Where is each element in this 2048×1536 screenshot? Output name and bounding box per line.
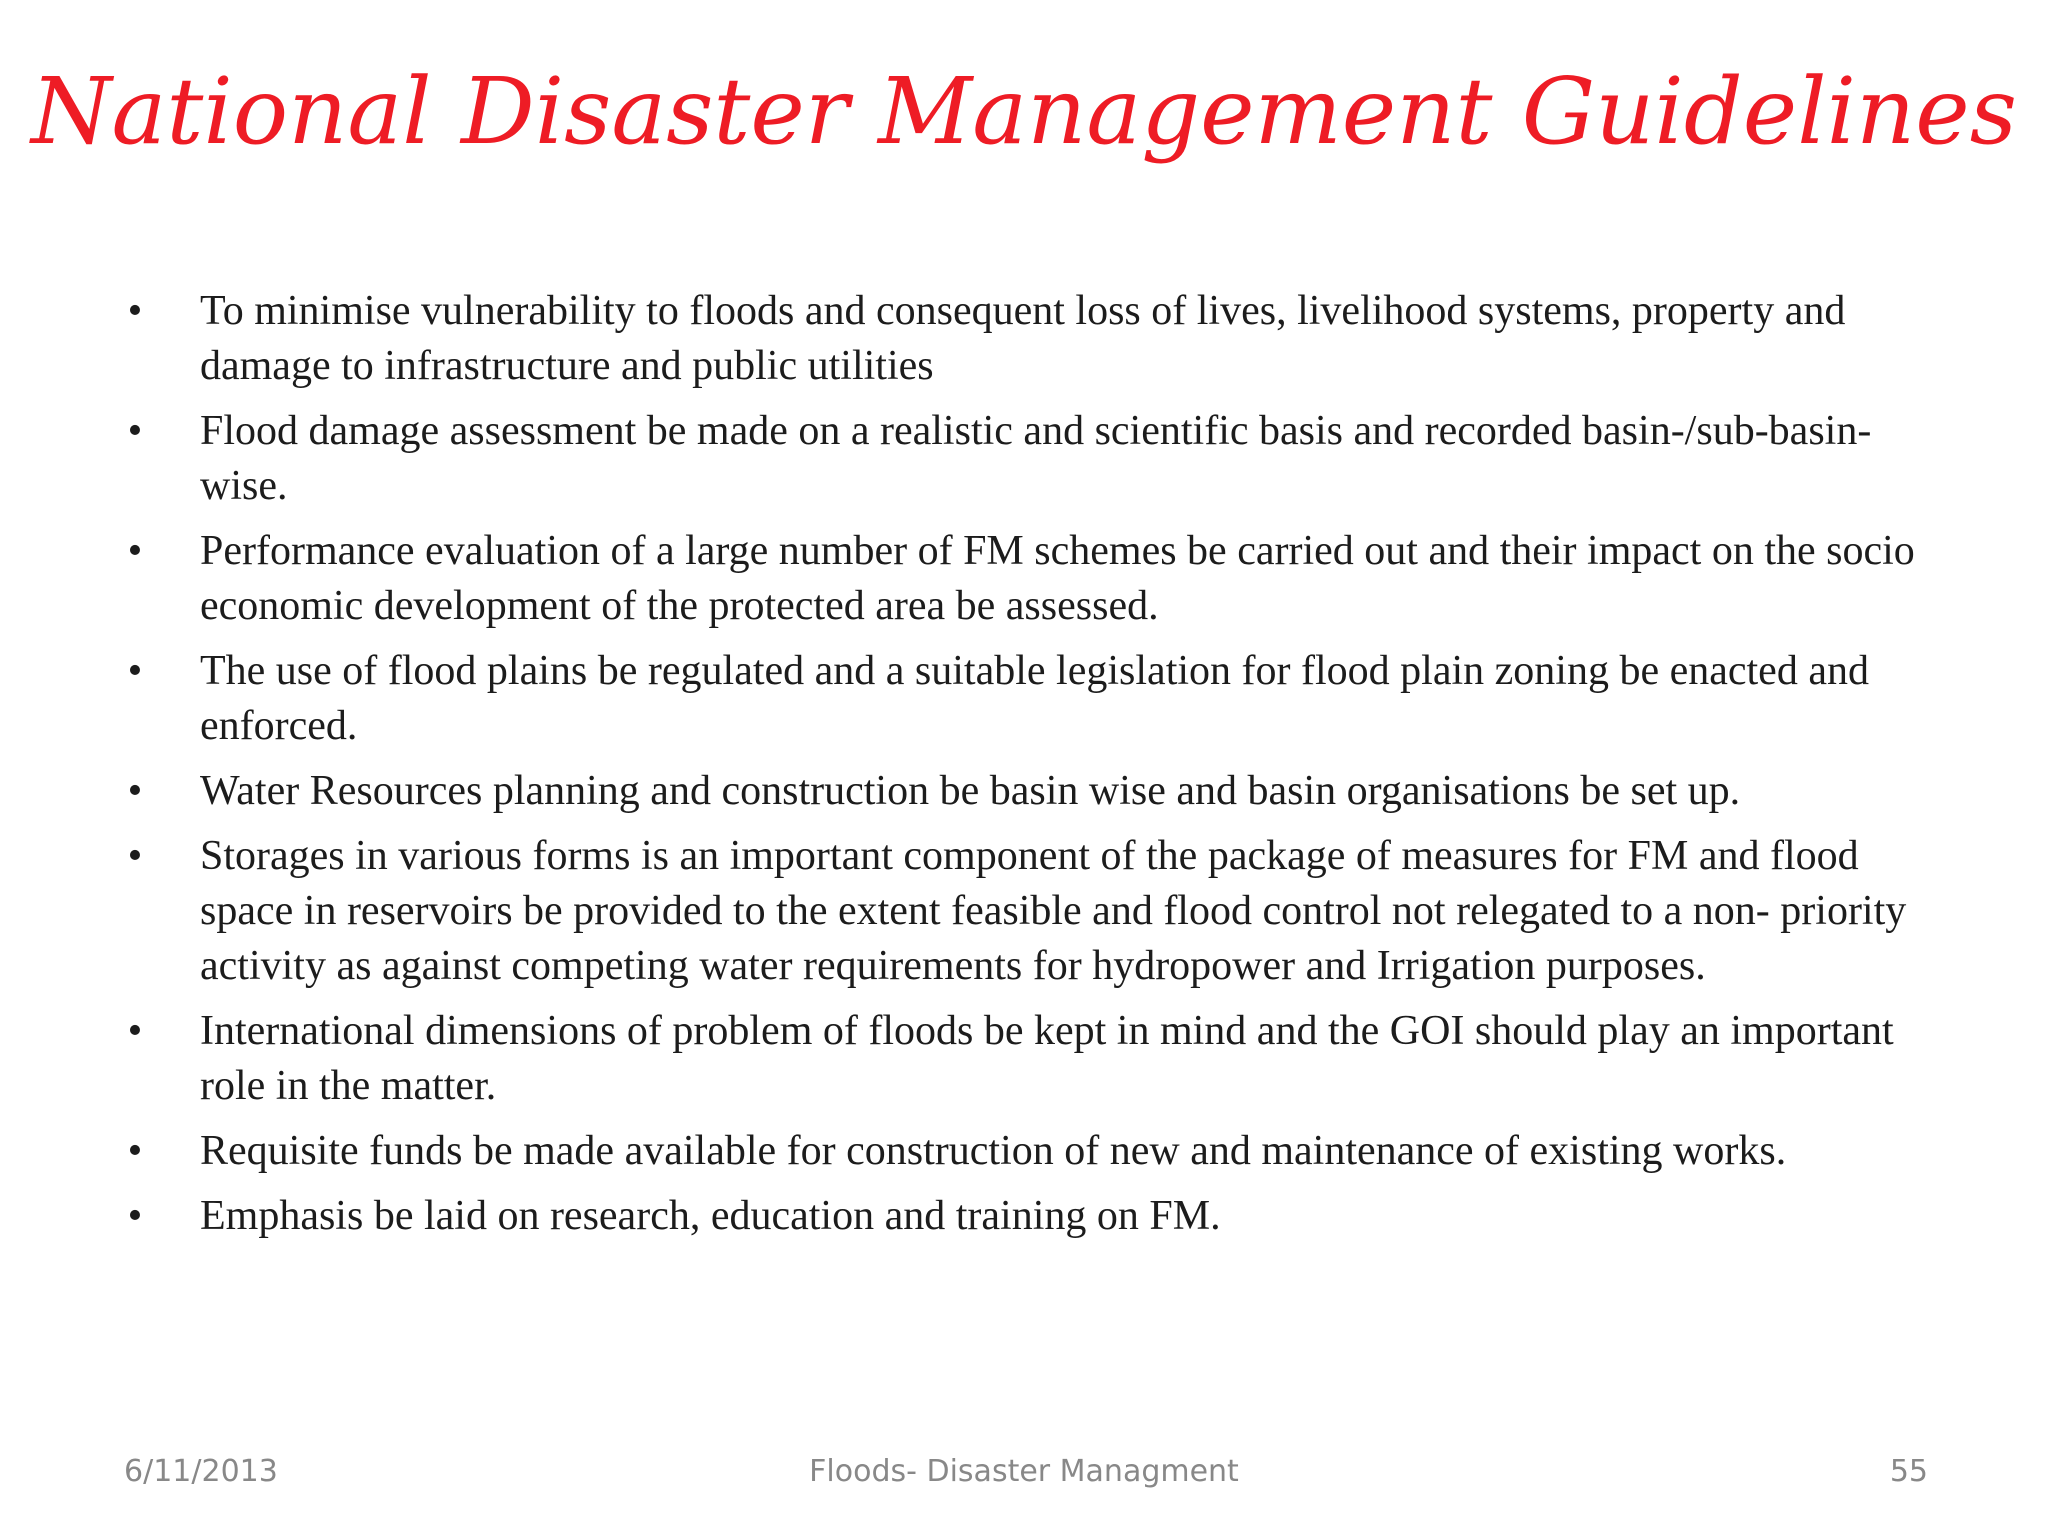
bullet-dot-icon: • — [127, 408, 143, 454]
bullet-dot-icon: • — [127, 288, 143, 334]
bullet-text: To minimise vulnerability to floods and consequent loss of lives, livelihood systems, property and damage to infrastructure and public utilities — [200, 288, 1846, 389]
bullet-item — [120, 524, 1950, 634]
footer-title: Floods- Disaster Managment — [809, 1454, 1239, 1489]
bullet-dot-icon: • — [127, 1128, 143, 1174]
bullet-dot-icon: • — [127, 528, 143, 574]
bullet-list — [120, 284, 1950, 1254]
bullet-text: International dimensions of problem of floods be kept in mind and the GOI should play an important role in the matter. — [200, 1008, 1894, 1109]
bullet-dot-icon: • — [127, 1008, 143, 1054]
bullet-item — [120, 1004, 1950, 1114]
bullet-text: Emphasis be laid on research, education and training on FM. — [200, 1193, 1221, 1239]
bullet-item — [120, 1124, 1950, 1179]
bullet-dot-icon: • — [127, 768, 143, 814]
bullet-item — [120, 284, 1950, 394]
slide-title: National Disaster Management Guidelines — [31, 58, 2017, 165]
slide-number: 55 — [1889, 1454, 1928, 1489]
bullet-text: The use of flood plains be regulated and a suitable legislation for flood plain zoning be enacted and enforced. — [200, 648, 1869, 749]
footer-date: 6/11/2013 — [124, 1454, 278, 1489]
bullet-text: Flood damage assessment be made on a realistic and scientific basis and recorded basin-/sub-basin-wise. — [200, 408, 1872, 509]
bullet-text: Performance evaluation of a large number of FM schemes be carried out and their impact on the socio economic development of the protected area be assessed. — [200, 528, 1915, 629]
bullet-item — [120, 764, 1950, 819]
bullet-dot-icon: • — [127, 833, 143, 879]
bullet-item — [120, 829, 1950, 994]
bullet-text: Requisite funds be made available for construction of new and maintenance of existing works. — [200, 1128, 1787, 1174]
bullet-text: Storages in various forms is an important component of the package of measures for FM and flood space in reservoirs be provided to the extent feasible and flood control not relegated to a non- priority activity as against competing water requirements for hydropower and Irrigation purposes. — [200, 833, 1907, 989]
bullet-dot-icon: • — [127, 1193, 143, 1239]
bullet-text: Water Resources planning and construction be basin wise and basin organisations be set up. — [200, 768, 1741, 814]
bullet-dot-icon: • — [127, 648, 143, 694]
bullet-item — [120, 644, 1950, 754]
bullet-item — [120, 1189, 1950, 1244]
bullet-item — [120, 404, 1950, 514]
